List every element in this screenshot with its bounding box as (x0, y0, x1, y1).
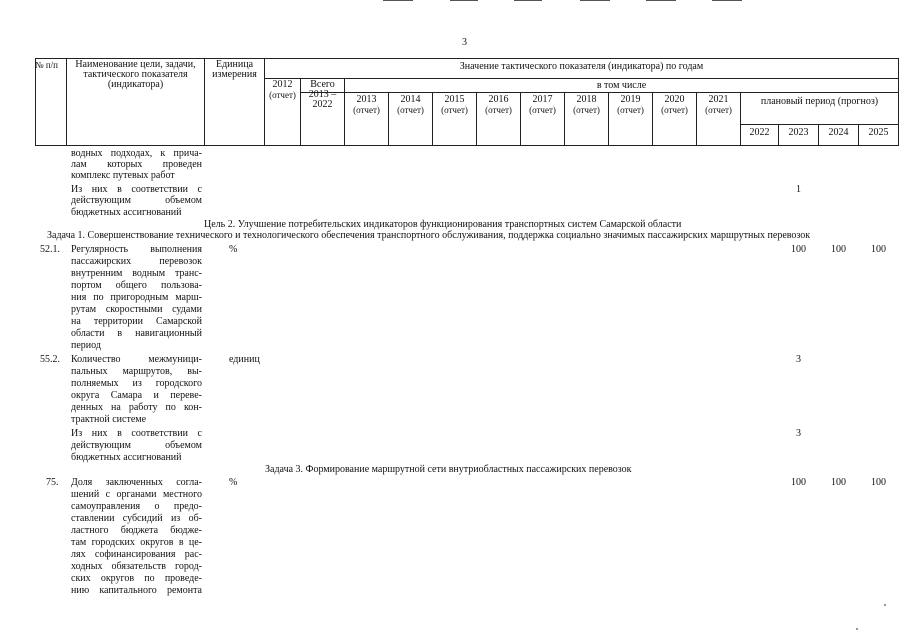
value-2025: 100 (871, 477, 886, 488)
value-2025: 100 (871, 244, 886, 255)
scan-speck (856, 628, 858, 630)
planned-period-header: плановый период (прогноз) (760, 96, 879, 107)
scan-mark (580, 0, 610, 1)
range-header: Всего 2013 – 2022 (308, 79, 337, 110)
planned-year-2022: 2022 (749, 127, 770, 138)
value-2024: 100 (831, 477, 846, 488)
row-number: 52.1. (40, 244, 60, 255)
scan-mark (712, 0, 742, 1)
value-2023: 100 (791, 477, 806, 488)
row-number: 75. (46, 477, 59, 488)
scan-mark (514, 0, 542, 1)
value-2023: 1 (796, 184, 801, 195)
scan-mark (383, 0, 413, 1)
col-name-header: Наименование цели, задачи, тактического показателя (индикатора) (75, 59, 196, 90)
value-2023: 3 (796, 428, 801, 439)
year-col-1: 2014 (отчет) (397, 94, 424, 115)
row-number: 55.2. (40, 354, 60, 365)
col-number-header: № п/п (35, 60, 58, 70)
planned-year-2024: 2024 (828, 127, 849, 138)
year-col-2: 2015 (отчет) (441, 94, 468, 115)
year-col-0: 2013 (отчет) (353, 94, 380, 115)
col-unit-header: Единица измерения (212, 59, 257, 80)
scan-mark (646, 0, 676, 1)
v-tom-chisle-header: в том числе (596, 80, 647, 91)
year-2012-header: 2012 (отчет) (269, 79, 296, 100)
value-2023: 100 (791, 244, 806, 255)
task-3-heading: Задача 3. Формирование маршрутной сети внутриобластных пассажирских перевозок (265, 464, 632, 475)
year-col-6: 2019 (отчет) (617, 94, 644, 115)
unit: единиц (229, 354, 260, 365)
scan-speck (884, 604, 886, 606)
year-col-3: 2016 (отчет) (485, 94, 512, 115)
planned-year-2023: 2023 (788, 127, 809, 138)
value-2023: 3 (796, 354, 801, 365)
planned-year-2025: 2025 (868, 127, 889, 138)
col-values-header: Значение тактического показателя (индикатора) по годам (459, 61, 704, 72)
scan-mark (450, 0, 478, 1)
unit: % (229, 477, 238, 488)
page-number: 3 (462, 37, 467, 48)
value-2024: 100 (831, 244, 846, 255)
year-col-5: 2018 (отчет) (573, 94, 600, 115)
year-col-8: 2021 (отчет) (705, 94, 732, 115)
year-col-4: 2017 (отчет) (529, 94, 556, 115)
unit: % (229, 244, 238, 255)
task-1-heading: Задача 1. Совершенствование технического и технологического обеспечения транспортного обслуживания, поддержка социально значимых пассажирских маршрутных перевозок (47, 230, 811, 241)
year-col-7: 2020 (отчет) (661, 94, 688, 115)
goal-2-heading: Цель 2. Улучшение потребительских индикаторов функционирования транспортных систем Самарской области (204, 219, 682, 230)
